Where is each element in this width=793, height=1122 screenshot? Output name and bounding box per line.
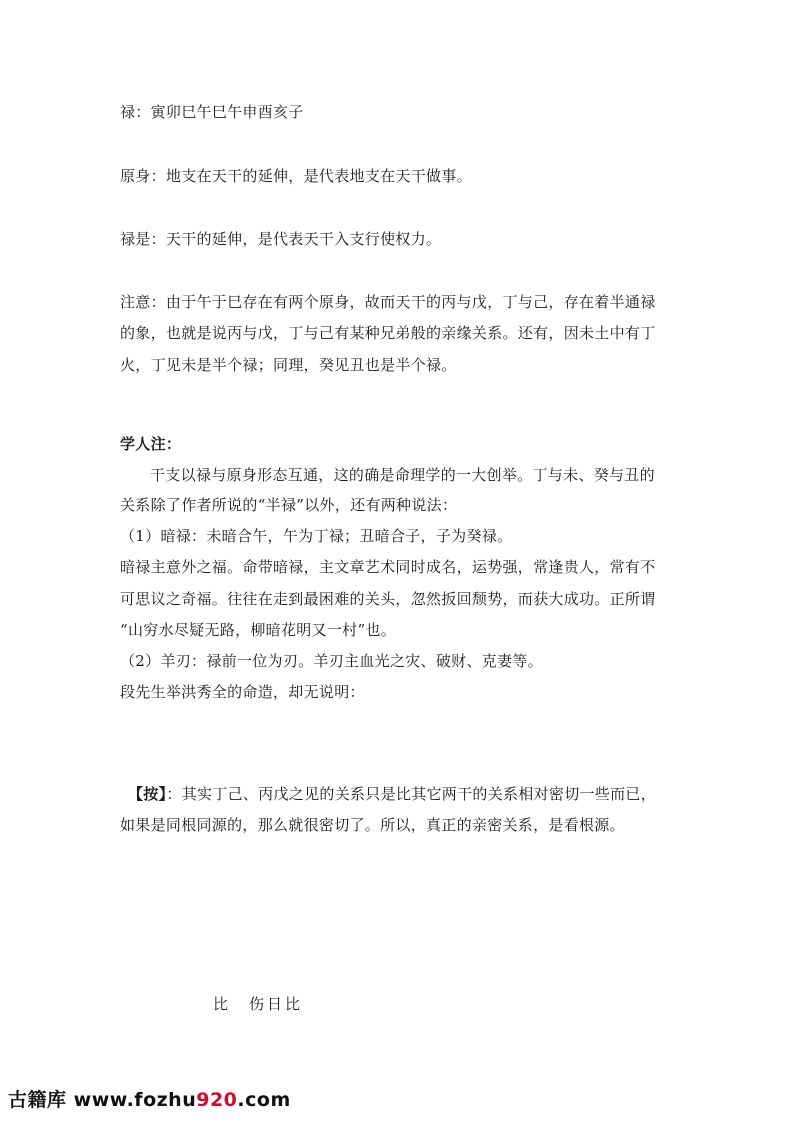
commentary-heading: 学人注： <box>120 435 182 453</box>
site-url-suffix: .com <box>237 1089 291 1111</box>
commentary-line-7: （2）羊刃：禄前一位为刃。羊刃主血光之灾、破财、克妻等。 <box>120 652 543 670</box>
site-url-number: 920 <box>196 1089 238 1111</box>
lu-definition: 禄是：天干的延伸，是代表天干入支行使权力。 <box>120 230 442 248</box>
annotation-line-2: 如果是同根同源的，那么就很密切了。所以，真正的亲密关系，是看根源。 <box>120 816 625 834</box>
bazi-chart-row: 比 伤日比 <box>213 995 304 1013</box>
annotation-line-1-text: ：其实丁己、丙戊之见的关系只是比其它两干的关系相对密切一些而已， <box>166 785 657 803</box>
yuanshen-definition: 原身：地支在天干的延伸，是代表地支在天干做事。 <box>120 167 472 185</box>
commentary-line-8: 段先生举洪秀全的命造，却无说明： <box>120 683 365 701</box>
annotation-tag: 【按】 <box>128 785 167 803</box>
commentary-line-3: （1）暗禄：未暗合午，午为丁禄；丑暗合子，子为癸禄。 <box>120 527 513 545</box>
note-line-2: 的象，也就是说丙与戊，丁与己有某种兄弟般的亲缘关系。还有，因未土中有丁 <box>120 324 656 342</box>
commentary-line-6: “山穷水尽疑无路，柳暗花明又一村”也。 <box>120 621 397 639</box>
note-line-3: 火，丁见未是半个禄；同理，癸见丑也是半个禄。 <box>120 356 457 374</box>
site-footer <box>8 1087 291 1113</box>
note-line-1: 注意：由于午于巳存在有两个原身，故而天干的丙与戊，丁与己，存在着半通禄 <box>120 293 656 311</box>
commentary-line-4: 暗禄主意外之福。命带暗禄，主文章艺术同时成名，运势强，常逢贵人，常有不 <box>120 558 656 576</box>
commentary-line-5: 可思议之奇福。往往在走到最困难的关头，忽然扳回颓势，而获大成功。正所谓 <box>120 590 656 608</box>
lu-line: 禄：寅卯巳午巳午申酉亥子 <box>120 103 304 121</box>
commentary-line-2: 关系除了作者所说的“半禄”以外，还有两种说法： <box>120 496 458 514</box>
site-url[interactable] <box>74 1089 291 1111</box>
site-name: 古籍库 <box>8 1089 67 1111</box>
commentary-line-1: 干支以禄与原身形态互通，这的确是命理学的一大创举。丁与未、癸与丑的 <box>150 466 655 484</box>
site-url-prefix: www.fozhu <box>73 1089 197 1111</box>
annotation-line-1 <box>128 784 656 804</box>
